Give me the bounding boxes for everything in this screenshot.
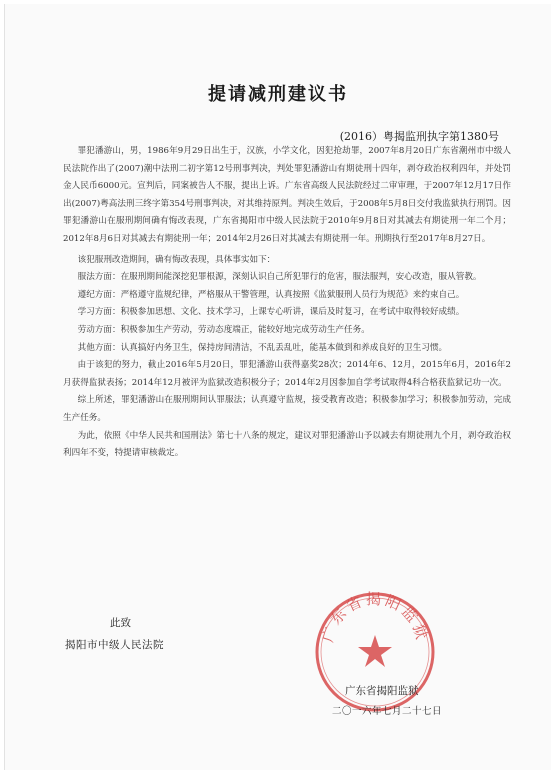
signing-date: 二〇一六年七月二十七日 [332, 706, 443, 717]
document-body [63, 143, 511, 463]
paragraph-awards: 由于该犯的努力，截止2016年5月20日，罪犯潘游山获得嘉奖28次；2014年6、12月，2015年6月，2016年2月获得监狱表扬；2014年12月被评为监狱改造积极分子；2014年2月因参加自学考试取得4科合格获监狱记功一次。 [63, 360, 511, 388]
paragraph-obedience: 服法方面：在服刑期间能深挖犯罪根源，深刻认识自己所犯罪行的危害，服法服判，安心改造，服从管教。 [77, 272, 482, 283]
document-number: (2016）粤揭监刑执字第1380号 [339, 130, 499, 143]
paragraph-intro: 该犯服刑改造期间，确有悔改表现，具体事实如下： [77, 254, 276, 265]
recipient-court: 揭阳市中级人民法院 [65, 639, 164, 651]
closing-salutation: 此致 [110, 617, 131, 629]
svg-text:广东省揭阳监狱: 广东省揭阳监狱 [318, 590, 432, 645]
paragraph-summary: 综上所述，罪犯潘游山在服刑期间认罪服法；认真遵守监规，接受教育改造；积极参加学习；积极参加劳动，完成生产任务。 [63, 395, 511, 423]
document-page [4, 4, 551, 770]
paragraph-other: 其他方面：认真搞好内务卫生，保持房间清洁，不乱丢乱吐，能基本做到和养成良好的卫生习惯。 [77, 342, 448, 353]
paragraph-study: 学习方面：积极参加思想、文化、技术学习，上课专心听讲，课后及时复习，在考试中取得较好成绩。 [77, 307, 465, 318]
paragraph-case-history: 罪犯潘游山，男，1986年9月29日出生于，汉族，小学文化，因犯抢劫罪，2007年8月20日广东省潮州市中级人民法院作出了(2007)潮中法刑二初字第12号刑事判决，判处罪犯潘游山有期徒刑十四年，剥夺政治权利四年，并处罚金人民币6000元。宣判后，同案被告人不服，提出上诉。广东省高级人民法院经过二审审理，于2007年12月17日作出(2007)粤高法刑三终字第354号刑事判决，对其维持原判。判决生效后，于2008年5月8日交付我监狱执行刑罚。因罪犯潘游山在服刑期间确有悔改表现，广东省揭阳市中级人民法院于2010年9月8日对其减去有期徒刑一年二个月；2012年8月6日对其减去有期徒刑一年；2014年2月26日对其减去有期徒刑一年。刑期执行至2017年8月27日。 [63, 146, 511, 244]
paragraph-recommendation: 为此，依照《中华人民共和国刑法》第七十八条的规定，建议对罪犯潘游山予以减去有期徒刑九个月，剥夺政治权利四年不变，特提请审核裁定。 [63, 430, 511, 459]
signing-authority: 广东省揭阳监狱 [345, 685, 419, 697]
document-title: 提请减刑建议书 [208, 84, 348, 105]
paragraph-labor: 劳动方面：积极参加生产劳动，劳动态度端正，能较好地完成劳动生产任务。 [77, 324, 370, 335]
paragraph-discipline: 遵纪方面：严格遵守监规纪律，严格服从干警管理，认真按照《监狱服刑人员行为规范》来约束自己。 [77, 289, 465, 300]
